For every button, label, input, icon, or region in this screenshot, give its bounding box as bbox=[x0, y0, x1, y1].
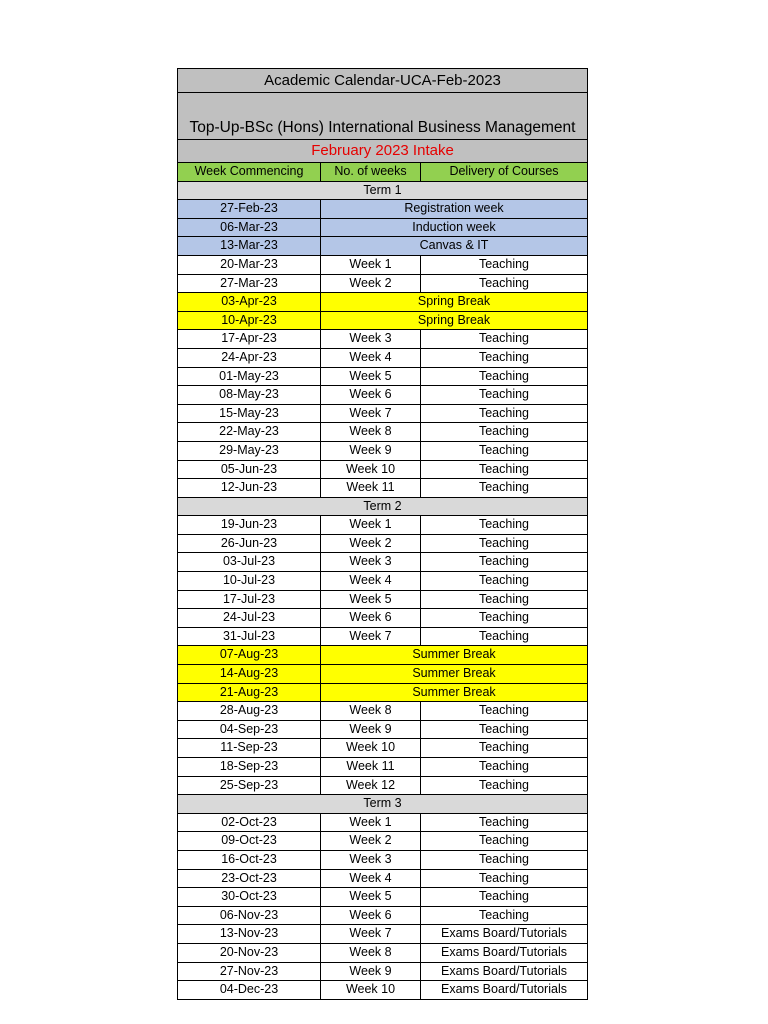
week-commencing-cell: 11-Sep-23 bbox=[178, 739, 321, 757]
week-commencing-cell: 30-Oct-23 bbox=[178, 888, 321, 906]
week-commencing-cell: 27-Nov-23 bbox=[178, 963, 321, 981]
week-number-cell: Week 2 bbox=[321, 832, 421, 850]
activity-cell: Exams Board/Tutorials bbox=[441, 963, 567, 978]
activity-cell: Teaching bbox=[478, 331, 530, 346]
week-commencing-cell: 26-Jun-23 bbox=[178, 535, 321, 553]
activity-cell: Exams Board/Tutorials bbox=[441, 926, 567, 941]
activity-cell: Teaching bbox=[478, 442, 530, 457]
week-commencing-cell: 21-Aug-23 bbox=[178, 684, 321, 702]
week-number-cell: Week 8 bbox=[321, 944, 421, 962]
teaching-week-row bbox=[178, 516, 587, 535]
week-number-cell: Week 6 bbox=[321, 386, 421, 404]
programme-title-text: Top-Up-BSc (Hons) International Business Management bbox=[189, 119, 576, 136]
teaching-week-row bbox=[178, 386, 587, 405]
activity-cell: Exams Board/Tutorials bbox=[441, 982, 567, 997]
activity-cell: Spring Break bbox=[417, 294, 491, 309]
teaching-week-row bbox=[178, 981, 587, 999]
break-row bbox=[178, 293, 587, 312]
teaching-week-row bbox=[178, 758, 587, 777]
week-commencing-cell: 24-Apr-23 bbox=[178, 349, 321, 367]
activity-cell: Induction week bbox=[412, 219, 496, 234]
teaching-week-row bbox=[178, 832, 587, 851]
week-commencing-cell: 12-Jun-23 bbox=[178, 479, 321, 497]
teaching-week-row bbox=[178, 405, 587, 424]
week-number-cell: Week 12 bbox=[321, 777, 421, 795]
teaching-week-row bbox=[178, 870, 587, 889]
week-number-cell: Week 9 bbox=[321, 721, 421, 739]
activity-cell: Teaching bbox=[478, 628, 530, 643]
week-number-cell: Week 5 bbox=[321, 888, 421, 906]
intake-label: February 2023 Intake bbox=[178, 140, 587, 163]
week-commencing-cell: 29-May-23 bbox=[178, 442, 321, 460]
activity-cell: Teaching bbox=[478, 777, 530, 792]
activity-cell: Registration week bbox=[404, 201, 504, 216]
week-commencing-cell: 17-Apr-23 bbox=[178, 330, 321, 348]
week-commencing-cell: 10-Jul-23 bbox=[178, 572, 321, 590]
week-number-cell: Week 4 bbox=[321, 349, 421, 367]
activity-cell: Teaching bbox=[478, 256, 530, 271]
week-commencing-cell: 24-Jul-23 bbox=[178, 609, 321, 627]
teaching-week-row bbox=[178, 814, 587, 833]
break-row bbox=[178, 646, 587, 665]
induction-row bbox=[178, 200, 587, 219]
week-number-cell: Week 11 bbox=[321, 479, 421, 497]
week-number-cell: Week 2 bbox=[321, 535, 421, 553]
activity-cell: Teaching bbox=[478, 814, 530, 829]
teaching-week-row bbox=[178, 275, 587, 294]
week-number-cell: Week 3 bbox=[321, 330, 421, 348]
teaching-week-row bbox=[178, 442, 587, 461]
week-number-cell: Week 5 bbox=[321, 368, 421, 386]
teaching-week-row bbox=[178, 628, 587, 647]
teaching-week-row bbox=[178, 256, 587, 275]
activity-cell: Exams Board/Tutorials bbox=[441, 944, 567, 959]
activity-cell: Teaching bbox=[478, 554, 530, 569]
week-commencing-cell: 04-Dec-23 bbox=[178, 981, 321, 999]
week-commencing-cell: 03-Jul-23 bbox=[178, 553, 321, 571]
week-commencing-cell: 15-May-23 bbox=[178, 405, 321, 423]
term-header-row bbox=[178, 795, 587, 814]
induction-row bbox=[178, 237, 587, 256]
week-number-cell: Week 9 bbox=[321, 963, 421, 981]
week-number-cell: Week 3 bbox=[321, 851, 421, 869]
teaching-week-row bbox=[178, 368, 587, 387]
break-row bbox=[178, 665, 587, 684]
week-number-cell: Week 8 bbox=[321, 702, 421, 720]
activity-cell: Canvas & IT bbox=[419, 238, 489, 253]
week-commencing-cell: 27-Mar-23 bbox=[178, 275, 321, 293]
teaching-week-row bbox=[178, 944, 587, 963]
activity-cell: Teaching bbox=[478, 851, 530, 866]
week-number-cell: Week 7 bbox=[321, 925, 421, 943]
week-number-cell: Week 1 bbox=[321, 516, 421, 534]
week-commencing-cell: 02-Oct-23 bbox=[178, 814, 321, 832]
week-commencing-cell: 17-Jul-23 bbox=[178, 591, 321, 609]
column-header-no-of-weeks: No. of weeks bbox=[321, 163, 421, 181]
week-number-cell: Week 1 bbox=[321, 814, 421, 832]
teaching-week-row bbox=[178, 925, 587, 944]
week-commencing-cell: 27-Feb-23 bbox=[178, 200, 321, 218]
teaching-week-row bbox=[178, 609, 587, 628]
week-number-cell: Week 11 bbox=[321, 758, 421, 776]
week-number-cell: Week 7 bbox=[321, 405, 421, 423]
term-label: Term 1 bbox=[363, 182, 402, 197]
teaching-week-row bbox=[178, 591, 587, 610]
activity-cell: Teaching bbox=[478, 889, 530, 904]
teaching-week-row bbox=[178, 330, 587, 349]
activity-cell: Teaching bbox=[478, 591, 530, 606]
activity-cell: Summer Break bbox=[412, 684, 496, 699]
activity-cell: Teaching bbox=[478, 833, 530, 848]
activity-cell: Spring Break bbox=[417, 312, 491, 327]
academic-calendar-table bbox=[177, 68, 588, 1000]
activity-cell: Teaching bbox=[478, 461, 530, 476]
column-header-row bbox=[178, 163, 587, 182]
week-number-cell: Week 1 bbox=[321, 256, 421, 274]
week-number-cell: Week 2 bbox=[321, 275, 421, 293]
activity-cell: Teaching bbox=[478, 368, 530, 383]
activity-cell: Teaching bbox=[478, 517, 530, 532]
week-commencing-cell: 06-Nov-23 bbox=[178, 907, 321, 925]
week-commencing-cell: 10-Apr-23 bbox=[178, 312, 321, 330]
week-number-cell: Week 3 bbox=[321, 553, 421, 571]
programme-title bbox=[178, 93, 587, 140]
week-number-cell: Week 10 bbox=[321, 981, 421, 999]
term-label: Term 3 bbox=[363, 796, 402, 811]
activity-cell: Teaching bbox=[478, 349, 530, 364]
week-commencing-cell: 01-May-23 bbox=[178, 368, 321, 386]
activity-cell: Teaching bbox=[478, 535, 530, 550]
teaching-week-row bbox=[178, 423, 587, 442]
week-number-cell: Week 10 bbox=[321, 461, 421, 479]
column-header-week-commencing: Week Commencing bbox=[178, 163, 321, 181]
teaching-week-row bbox=[178, 702, 587, 721]
week-commencing-cell: 18-Sep-23 bbox=[178, 758, 321, 776]
week-commencing-cell: 09-Oct-23 bbox=[178, 832, 321, 850]
week-commencing-cell: 07-Aug-23 bbox=[178, 646, 321, 664]
teaching-week-row bbox=[178, 739, 587, 758]
week-number-cell: Week 7 bbox=[321, 628, 421, 646]
week-commencing-cell: 14-Aug-23 bbox=[178, 665, 321, 683]
week-commencing-cell: 22-May-23 bbox=[178, 423, 321, 441]
column-header-delivery: Delivery of Courses bbox=[449, 164, 559, 178]
activity-cell: Teaching bbox=[478, 870, 530, 885]
week-commencing-cell: 04-Sep-23 bbox=[178, 721, 321, 739]
week-commencing-cell: 13-Mar-23 bbox=[178, 237, 321, 255]
activity-cell: Teaching bbox=[478, 610, 530, 625]
teaching-week-row bbox=[178, 907, 587, 926]
activity-cell: Teaching bbox=[478, 387, 530, 402]
week-commencing-cell: 03-Apr-23 bbox=[178, 293, 321, 311]
week-number-cell: Week 8 bbox=[321, 423, 421, 441]
activity-cell: Teaching bbox=[478, 480, 530, 495]
week-number-cell: Week 4 bbox=[321, 870, 421, 888]
activity-cell: Teaching bbox=[478, 275, 530, 290]
activity-cell: Teaching bbox=[478, 721, 530, 736]
term-header-row bbox=[178, 182, 587, 201]
teaching-week-row bbox=[178, 888, 587, 907]
teaching-week-row bbox=[178, 777, 587, 796]
break-row bbox=[178, 684, 587, 703]
induction-row bbox=[178, 219, 587, 238]
activity-cell: Teaching bbox=[478, 405, 530, 420]
week-commencing-cell: 16-Oct-23 bbox=[178, 851, 321, 869]
week-commencing-cell: 13-Nov-23 bbox=[178, 925, 321, 943]
week-commencing-cell: 06-Mar-23 bbox=[178, 219, 321, 237]
calendar-title: Academic Calendar-UCA-Feb-2023 bbox=[178, 69, 587, 93]
activity-cell: Summer Break bbox=[412, 666, 496, 681]
break-row bbox=[178, 312, 587, 331]
week-number-cell: Week 5 bbox=[321, 591, 421, 609]
week-commencing-cell: 31-Jul-23 bbox=[178, 628, 321, 646]
term-label: Term 2 bbox=[363, 498, 402, 513]
teaching-week-row bbox=[178, 963, 587, 982]
week-number-cell: Week 6 bbox=[321, 907, 421, 925]
teaching-week-row bbox=[178, 721, 587, 740]
term-header-row bbox=[178, 498, 587, 517]
teaching-week-row bbox=[178, 535, 587, 554]
activity-cell: Teaching bbox=[478, 573, 530, 588]
teaching-week-row bbox=[178, 461, 587, 480]
teaching-week-row bbox=[178, 851, 587, 870]
week-commencing-cell: 28-Aug-23 bbox=[178, 702, 321, 720]
teaching-week-row bbox=[178, 553, 587, 572]
activity-cell: Teaching bbox=[478, 759, 530, 773]
calendar-rows bbox=[178, 182, 587, 999]
week-commencing-cell: 19-Jun-23 bbox=[178, 516, 321, 534]
activity-cell: Teaching bbox=[478, 703, 530, 718]
week-number-cell: Week 10 bbox=[321, 739, 421, 757]
week-commencing-cell: 20-Nov-23 bbox=[178, 944, 321, 962]
week-commencing-cell: 05-Jun-23 bbox=[178, 461, 321, 479]
week-number-cell: Week 9 bbox=[321, 442, 421, 460]
teaching-week-row bbox=[178, 479, 587, 498]
activity-cell: Teaching bbox=[478, 424, 530, 439]
week-number-cell: Week 4 bbox=[321, 572, 421, 590]
week-number-cell: Week 6 bbox=[321, 609, 421, 627]
week-commencing-cell: 08-May-23 bbox=[178, 386, 321, 404]
activity-cell: Teaching bbox=[478, 907, 530, 922]
activity-cell: Teaching bbox=[478, 740, 530, 755]
week-commencing-cell: 20-Mar-23 bbox=[178, 256, 321, 274]
week-commencing-cell: 25-Sep-23 bbox=[178, 777, 321, 795]
teaching-week-row bbox=[178, 572, 587, 591]
activity-cell: Summer Break bbox=[412, 647, 496, 662]
week-commencing-cell: 23-Oct-23 bbox=[178, 870, 321, 888]
teaching-week-row bbox=[178, 349, 587, 368]
